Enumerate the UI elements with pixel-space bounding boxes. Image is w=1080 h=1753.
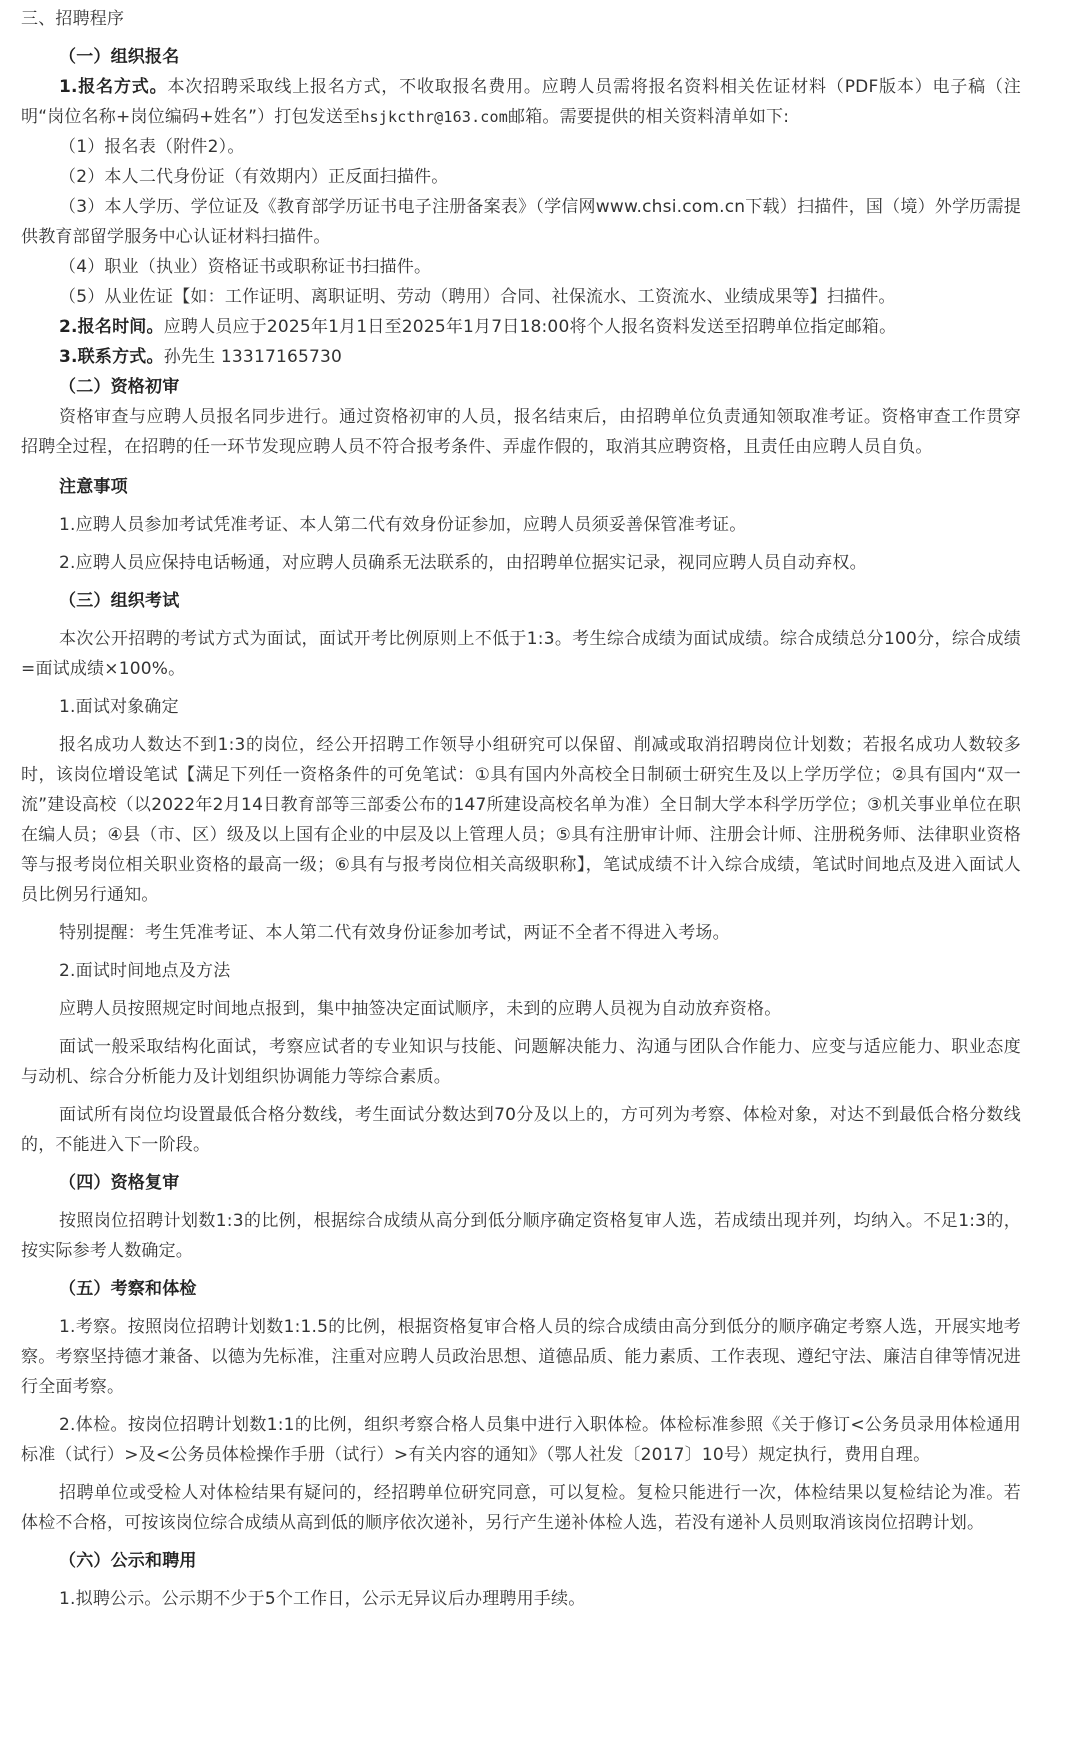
paragraph: 面试一般采取结构化面试，考察应试者的专业知识与技能、问题解决能力、沟通与团队合作能力、应变与适应能力、职业态度与动机、综合分析能力及计划组织协调能力等综合素质。 xyxy=(21,1037,1021,1087)
notice-item: 2.应聘人员应保持电话畅通，对应聘人员确系无法联系的，由招聘单位据实记录，视同应聘人员自动弃权。 xyxy=(59,553,867,573)
subsection-title-initial-review: （二）资格初审 xyxy=(59,377,180,397)
paragraph: 2.体检。按岗位招聘计划数1:1的比例，组织考察合格人员集中进行入职体检。体检标准参照《关于修订<公务员录用体检通用标准（试行）>及<公务员体检操作手册（试行）>有关内容的通知》（鄂人社发〔2017〕10号）规定执行，费用自理。 xyxy=(21,1415,1021,1465)
material-item: （4）职业（执业）资格证书或职称证书扫描件。 xyxy=(59,257,432,277)
contact-info xyxy=(21,342,1021,372)
subsection-title-registration: （一）组织报名 xyxy=(59,47,180,67)
item-text: 应聘人员应于2025年1月1日至2025年1月7日18:00将个人报名资料发送至招聘单位指定邮箱。 xyxy=(163,317,897,337)
paragraph: 1.拟聘公示。公示期不少于5个工作日，公示无异议后办理聘用手续。 xyxy=(59,1589,586,1609)
paragraph: 应聘人员按照规定时间地点报到，集中抽签决定面试顺序，未到的应聘人员视为自动放弃资格。 xyxy=(59,999,782,1019)
subsection-title-re-review: （四）资格复审 xyxy=(59,1173,180,1193)
registration-method xyxy=(21,72,1021,132)
paragraph: 按照岗位招聘计划数1:3的比例，根据综合成绩从高分到低分顺序确定资格复审人选，若成绩出现并列，均纳入。不足1:3的，按实际参考人数确定。 xyxy=(21,1211,1021,1261)
subsection-title-inspection: （五）考察和体检 xyxy=(59,1279,197,1299)
item-text: 本次招聘采取线上报名方式，不收取报名费用。应聘人员需将报名资料相关佐证材料（PDF版本）电子稿（注明“岗位名称+岗位编码+姓名”）打包发送至 xyxy=(21,77,1022,127)
material-item: （3）本人学历、学位证及《教育部学历证书电子注册备案表》（学信网www.chsi.com.cn下载）扫描件，国（境）外学历需提供教育部留学服务中心认证材料扫描件。 xyxy=(21,197,1021,247)
document-body xyxy=(21,0,1021,1614)
section-title: 三、招聘程序 xyxy=(21,9,125,29)
subsection-title-exam: （三）组织考试 xyxy=(59,591,180,611)
material-item: （5）从业佐证【如：工作证明、离职证明、劳动（聘用）合同、社保流水、工资流水、业绩成果等】扫描件。 xyxy=(59,287,896,307)
item-label: 1.报名方式。 xyxy=(59,77,168,97)
item-text: 孙先生 13317165730 xyxy=(163,347,343,367)
paragraph: 面试所有岗位均设置最低合格分数线，考生面试分数达到70分及以上的，方可列为考察、体检对象，对达不到最低合格分数线的，不能进入下一阶段。 xyxy=(21,1105,1021,1155)
material-item: （1）报名表（附件2）。 xyxy=(59,137,245,157)
subsection-title-publicity: （六）公示和聘用 xyxy=(59,1551,197,1571)
item-label: 2.报名时间。 xyxy=(59,317,164,337)
registration-time xyxy=(21,312,1021,342)
paragraph: 特别提醒：考生凭准考证、本人第二代有效身份证参加考试，两证不全者不得进入考场。 xyxy=(59,923,730,943)
material-item: （2）本人二代身份证（有效期内）正反面扫描件。 xyxy=(59,167,449,187)
email-address: hsjkcthr@163.com xyxy=(360,108,509,126)
notice-title: 注意事项 xyxy=(59,477,128,497)
paragraph: 1.考察。按照岗位招聘计划数1:1.5的比例，根据资格复审合格人员的综合成绩由高分到低分的顺序确定考察人选，开展实地考察。考察坚持德才兼备、以德为先标准，注重对应聘人员政治思想、道德品质、能力素质、工作表现、遵纪守法、廉洁自律等情况进行全面考察。 xyxy=(21,1317,1021,1397)
paragraph: 资格审查与应聘人员报名同步进行。通过资格初审的人员，报名结束后，由招聘单位负责通知领取准考证。资格审查工作贯穿招聘全过程，在招聘的任一环节发现应聘人员不符合报考条件、弄虚作假的，取消其应聘资格，且责任由应聘人员自负。 xyxy=(21,407,1021,457)
paragraph-heading: 1.面试对象确定 xyxy=(59,697,179,717)
paragraph: 招聘单位或受检人对体检结果有疑问的，经招聘单位研究同意，可以复检。复检只能进行一次，体检结果以复检结论为准。若体检不合格，可按该岗位综合成绩从高到低的顺序依次递补，另行产生递补体检人选，若没有递补人员则取消该岗位招聘计划。 xyxy=(21,1483,1021,1533)
item-text: 邮箱。需要提供的相关资料清单如下: xyxy=(508,107,790,127)
notice-item: 1.应聘人员参加考试凭准考证、本人第二代有效身份证参加，应聘人员须妥善保管准考证。 xyxy=(59,515,747,535)
paragraph: 报名成功人数达不到1:3的岗位，经公开招聘工作领导小组研究可以保留、削减或取消招聘岗位计划数；若报名成功人数较多时，该岗位增设笔试【满足下列任一资格条件的可免笔试：①具有国内外高校全日制硕士研究生及以上学历学位；②具有国内“双一流”建设高校（以2022年2月14日教育部等三部委公布的147所建设高校名单为准）全日制大学本科学历学位；③机关事业单位在职在编人员；④县（市、区）级及以上国有企业的中层及以上管理人员；⑤具有注册审计师、注册会计师、注册税务师、法律职业资格等与报考岗位相关职业资格的最高一级；⑥具有与报考岗位相关高级职称】，笔试成绩不计入综合成绩，笔试时间地点及进入面试人员比例另行通知。 xyxy=(21,735,1021,905)
paragraph: 本次公开招聘的考试方式为面试，面试开考比例原则上不低于1:3。考生综合成绩为面试成绩。综合成绩总分100分，综合成绩=面试成绩×100%。 xyxy=(21,629,1021,679)
item-label: 3.联系方式。 xyxy=(59,347,164,367)
paragraph-heading: 2.面试时间地点及方法 xyxy=(59,961,231,981)
